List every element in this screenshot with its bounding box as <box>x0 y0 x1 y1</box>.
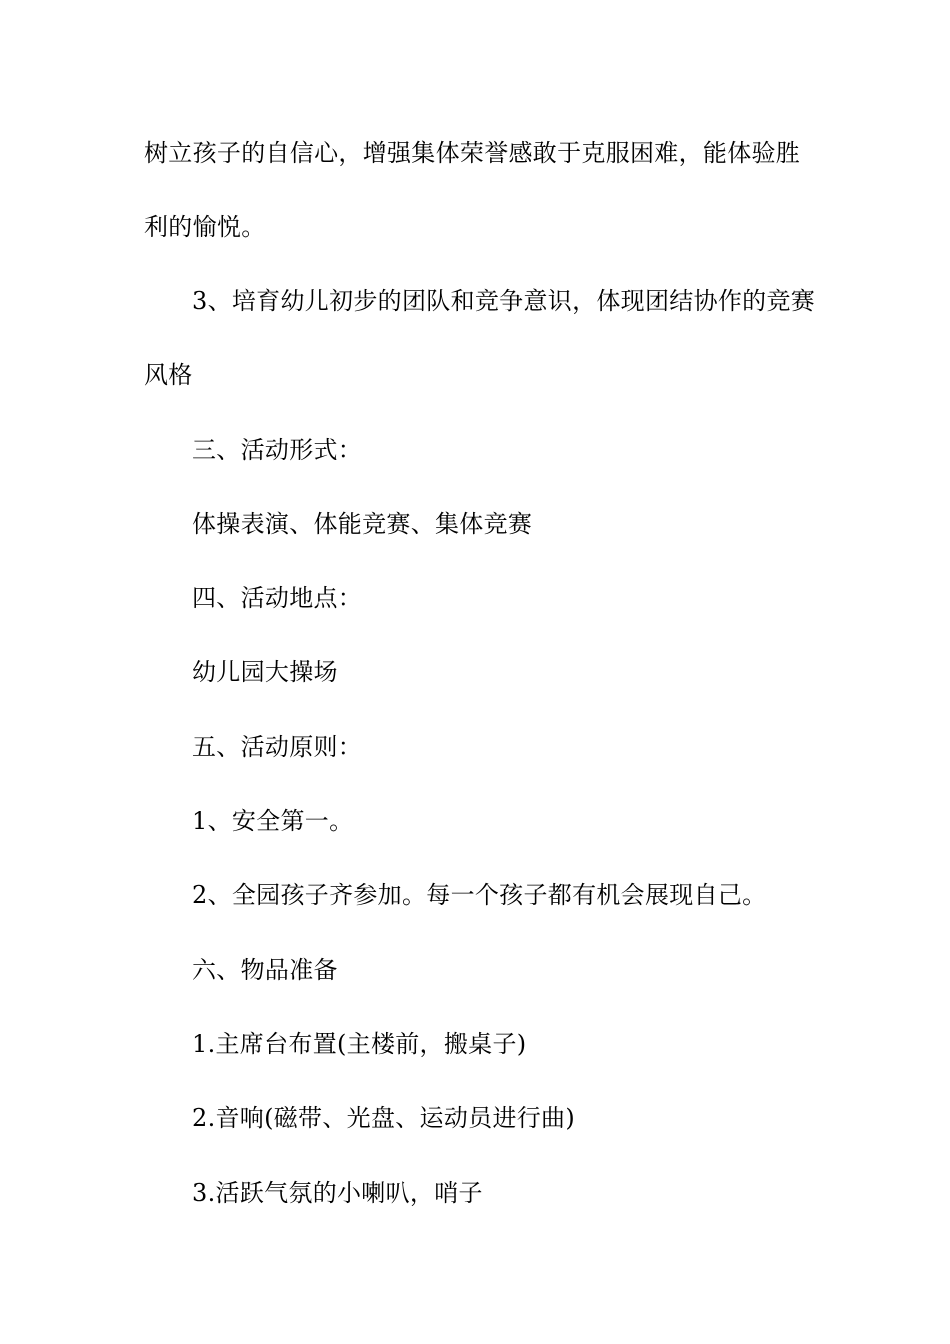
section-heading-activity-form: 三、活动形式： <box>192 436 363 464</box>
section-heading-activity-location: 四、活动地点： <box>192 584 363 612</box>
list-item-supply-2: 2.音响(磁带、光盘、运动员进行曲) <box>192 1104 576 1132</box>
list-item-principle-1: 1、安全第一。 <box>192 807 354 835</box>
paragraph-line-4: 风格 <box>144 361 193 389</box>
section-heading-activity-principles: 五、活动原则： <box>192 733 363 761</box>
paragraph-line-1: 树立孩子的自信心，增强集体荣誉感敢于克服困难，能体验胜 <box>144 139 801 167</box>
paragraph-activity-form: 体操表演、体能竞赛、集体竞赛 <box>192 510 533 538</box>
paragraph-line-3: 3、培育幼儿初步的团队和竞争意识，体现团结协作的竞赛 <box>192 287 816 315</box>
paragraph-activity-location: 幼儿园大操场 <box>192 658 338 686</box>
section-heading-supplies: 六、物品准备 <box>192 956 338 984</box>
list-item-supply-1: 1.主席台布置(主楼前，搬桌子) <box>192 1030 527 1058</box>
paragraph-line-2: 利的愉悦。 <box>144 213 266 241</box>
list-item-principle-2: 2、全园孩子齐参加。每一个孩子都有机会展现自己。 <box>192 881 767 909</box>
list-item-supply-3: 3.活跃气氛的小喇叭，哨子 <box>192 1179 483 1207</box>
